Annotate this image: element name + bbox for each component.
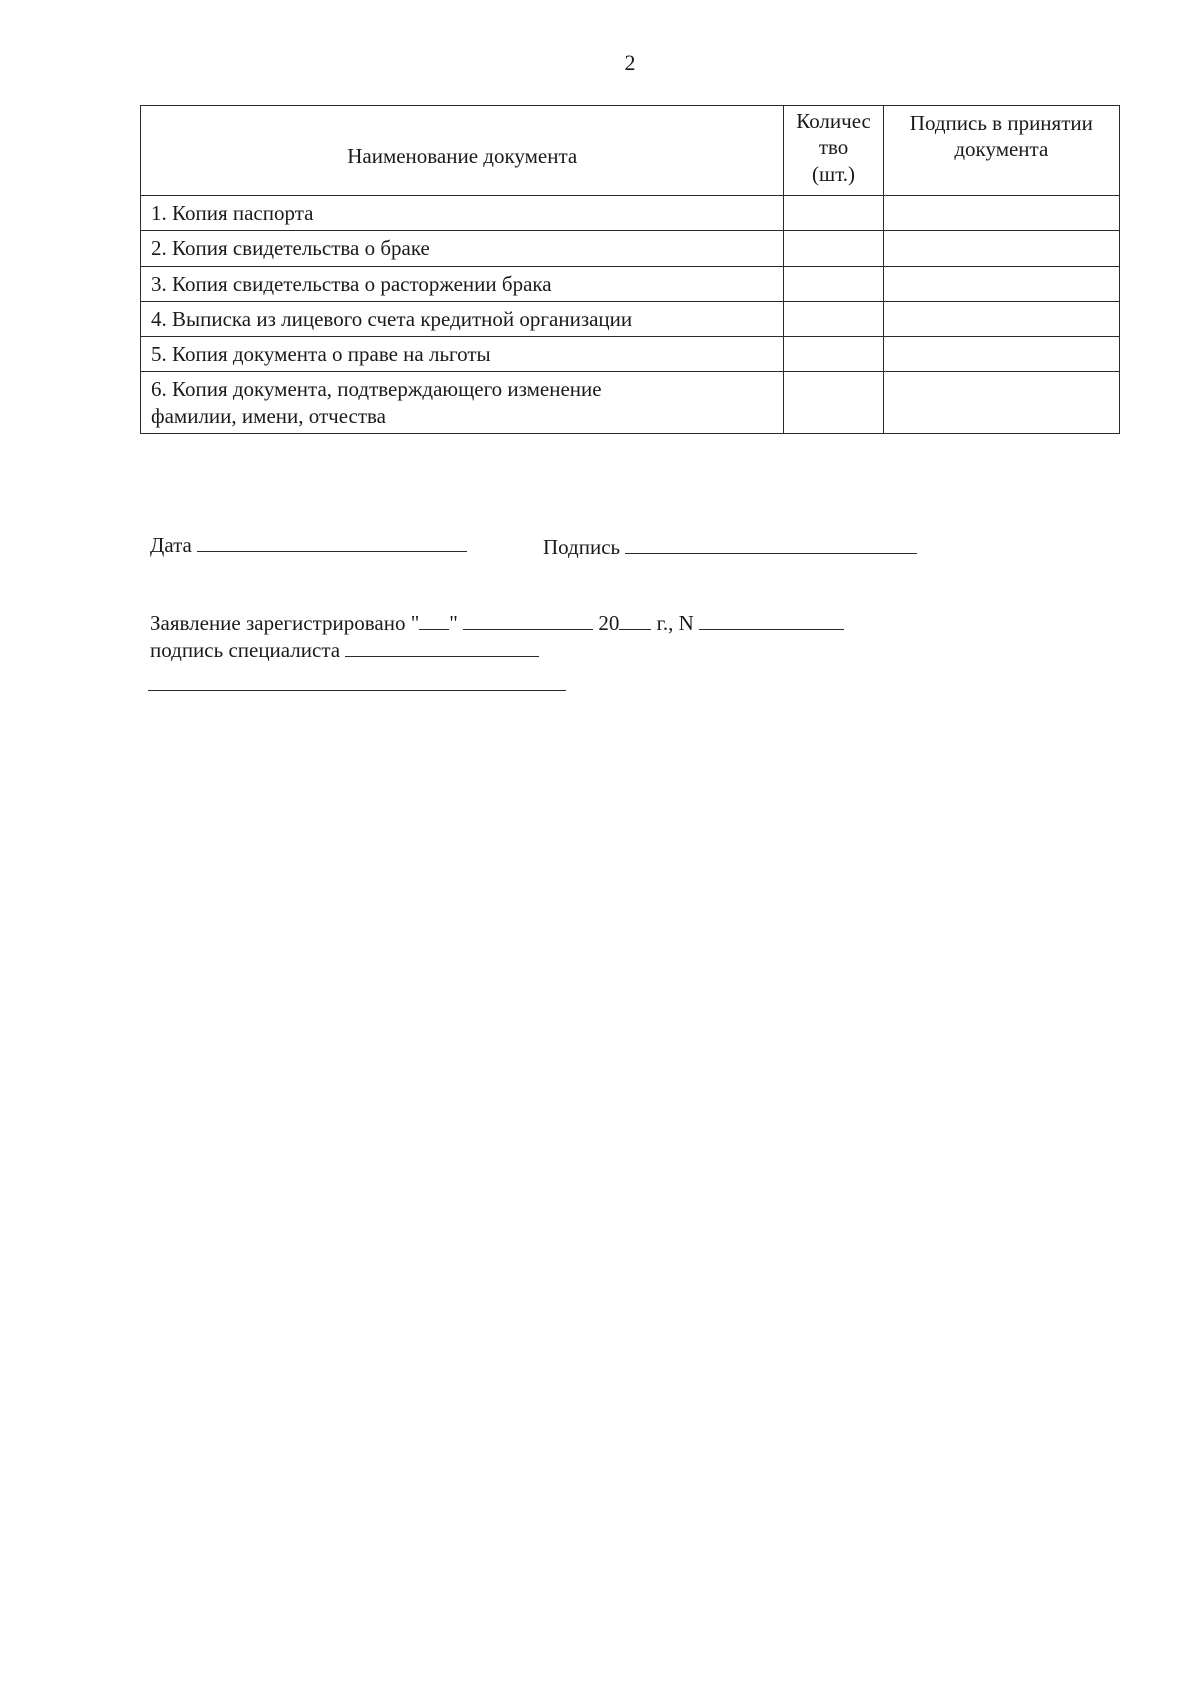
registered-label: Заявление зарегистрировано — [150, 611, 406, 635]
date-blank[interactable] — [197, 531, 467, 552]
quantity-cell[interactable] — [784, 337, 883, 372]
quantity-cell[interactable] — [784, 301, 883, 336]
document-name-cell: 2. Копия свидетельства о браке — [141, 231, 784, 266]
registration-field — [150, 609, 844, 636]
quote-open: " — [410, 611, 420, 635]
month-blank[interactable] — [463, 609, 593, 630]
table-row — [141, 372, 1120, 434]
day-blank[interactable] — [419, 609, 449, 630]
documents-table — [140, 105, 1120, 434]
table-header-row — [141, 106, 1120, 196]
signature-cell[interactable] — [883, 266, 1119, 301]
document-name-cell: 3. Копия свидетельства о расторжении брака — [141, 266, 784, 301]
document-name-line: 6. Копия документа, подтверждающего изменение — [151, 377, 602, 402]
specialist-name-blank[interactable] — [148, 690, 566, 691]
signature-cell[interactable] — [883, 196, 1119, 231]
header-quantity-line: Количес — [796, 109, 871, 133]
table-row — [141, 231, 1120, 266]
page-number: 2 — [624, 50, 636, 75]
header-signature-line: документа — [954, 137, 1049, 162]
table-row — [141, 337, 1120, 372]
specialist-signature-field — [150, 636, 539, 663]
document-name-cell: 5. Копия документа о праве на льготы — [141, 337, 784, 372]
header-document-name: Наименование документа — [141, 106, 784, 196]
number-blank[interactable] — [699, 609, 844, 630]
signature-cell[interactable] — [883, 337, 1119, 372]
table-row — [141, 301, 1120, 336]
signature-cell[interactable] — [883, 231, 1119, 266]
signature-label: Подпись — [543, 535, 621, 559]
quantity-cell[interactable] — [784, 196, 883, 231]
table-row — [141, 266, 1120, 301]
header-quantity-line: тво — [818, 135, 849, 160]
document-name-cell: 4. Выписка из лицевого счета кредитной организации — [141, 301, 784, 336]
document-name-cell: 1. Копия паспорта — [141, 196, 784, 231]
quote-close: " — [449, 611, 458, 635]
year-prefix: 20 — [598, 611, 620, 635]
header-quantity — [784, 106, 883, 196]
quantity-cell[interactable] — [784, 266, 883, 301]
signature-cell[interactable] — [883, 372, 1119, 434]
specialist-label: подпись специалиста — [150, 638, 341, 662]
date-label: Дата — [150, 533, 192, 557]
specialist-signature-blank[interactable] — [345, 636, 539, 657]
signature-field — [543, 533, 917, 560]
signature-blank[interactable] — [625, 533, 917, 554]
document-name-cell — [141, 372, 784, 434]
header-signature-line: Подпись в принятии — [909, 111, 1093, 135]
header-quantity-line: (шт.) — [812, 161, 856, 186]
quantity-cell[interactable] — [784, 372, 883, 434]
header-signature — [883, 106, 1119, 196]
date-field — [150, 531, 467, 558]
document-name-line: фамилии, имени, отчества — [151, 403, 386, 428]
year-blank[interactable] — [619, 609, 651, 630]
year-suffix: г., N — [656, 611, 694, 635]
quantity-cell[interactable] — [784, 231, 883, 266]
table-row — [141, 196, 1120, 231]
signature-cell[interactable] — [883, 301, 1119, 336]
